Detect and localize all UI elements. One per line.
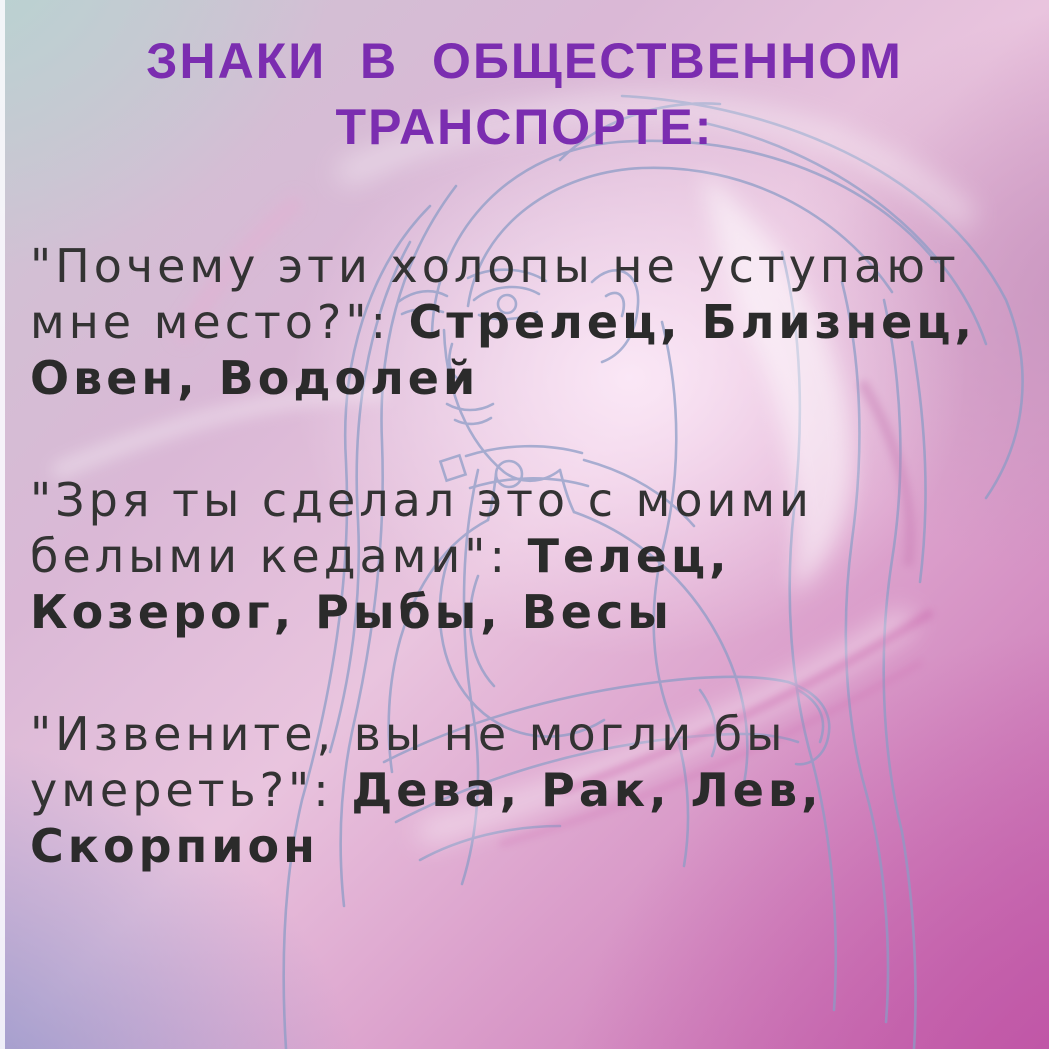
- quote-line: [30, 294, 1031, 350]
- signs-text: Козерог, Рыбы, Весы: [30, 585, 673, 639]
- quote-block-2: [30, 472, 1031, 640]
- signs-text: Дева, Рак, Лев,: [351, 763, 823, 817]
- meme-title: [0, 28, 1049, 160]
- quote-text: белыми кедами":: [30, 529, 528, 583]
- zodiac-blocks: [30, 238, 1031, 940]
- quote-line: [30, 762, 1031, 818]
- signs-text: Телец,: [527, 529, 731, 583]
- title-line-1: ЗНАКИ В ОБЩЕСТВЕННОМ: [146, 33, 903, 89]
- quote-line: [30, 350, 1031, 406]
- quote-line: [30, 238, 1031, 294]
- quote-line: [30, 706, 1031, 762]
- quote-line: [30, 584, 1031, 640]
- quote-text: "Почему эти холопы не уступают: [30, 239, 960, 293]
- quote-line: [30, 818, 1031, 874]
- quote-text: умереть?":: [30, 763, 352, 817]
- signs-text: Скорпион: [30, 819, 319, 873]
- title-line-2: ТРАНСПОРТЕ:: [335, 99, 714, 155]
- quote-block-3: [30, 706, 1031, 874]
- quote-text: мне место?":: [30, 295, 409, 349]
- quote-text: "Извените, вы не могли бы: [30, 707, 787, 761]
- quote-line: [30, 472, 1031, 528]
- quote-line: [30, 528, 1031, 584]
- quote-text: "Зря ты сделал это с моими: [30, 473, 813, 527]
- signs-text: Стрелец, Близнец,: [408, 295, 976, 349]
- quote-block-1: [30, 238, 1031, 406]
- signs-text: Овен, Водолей: [30, 351, 480, 405]
